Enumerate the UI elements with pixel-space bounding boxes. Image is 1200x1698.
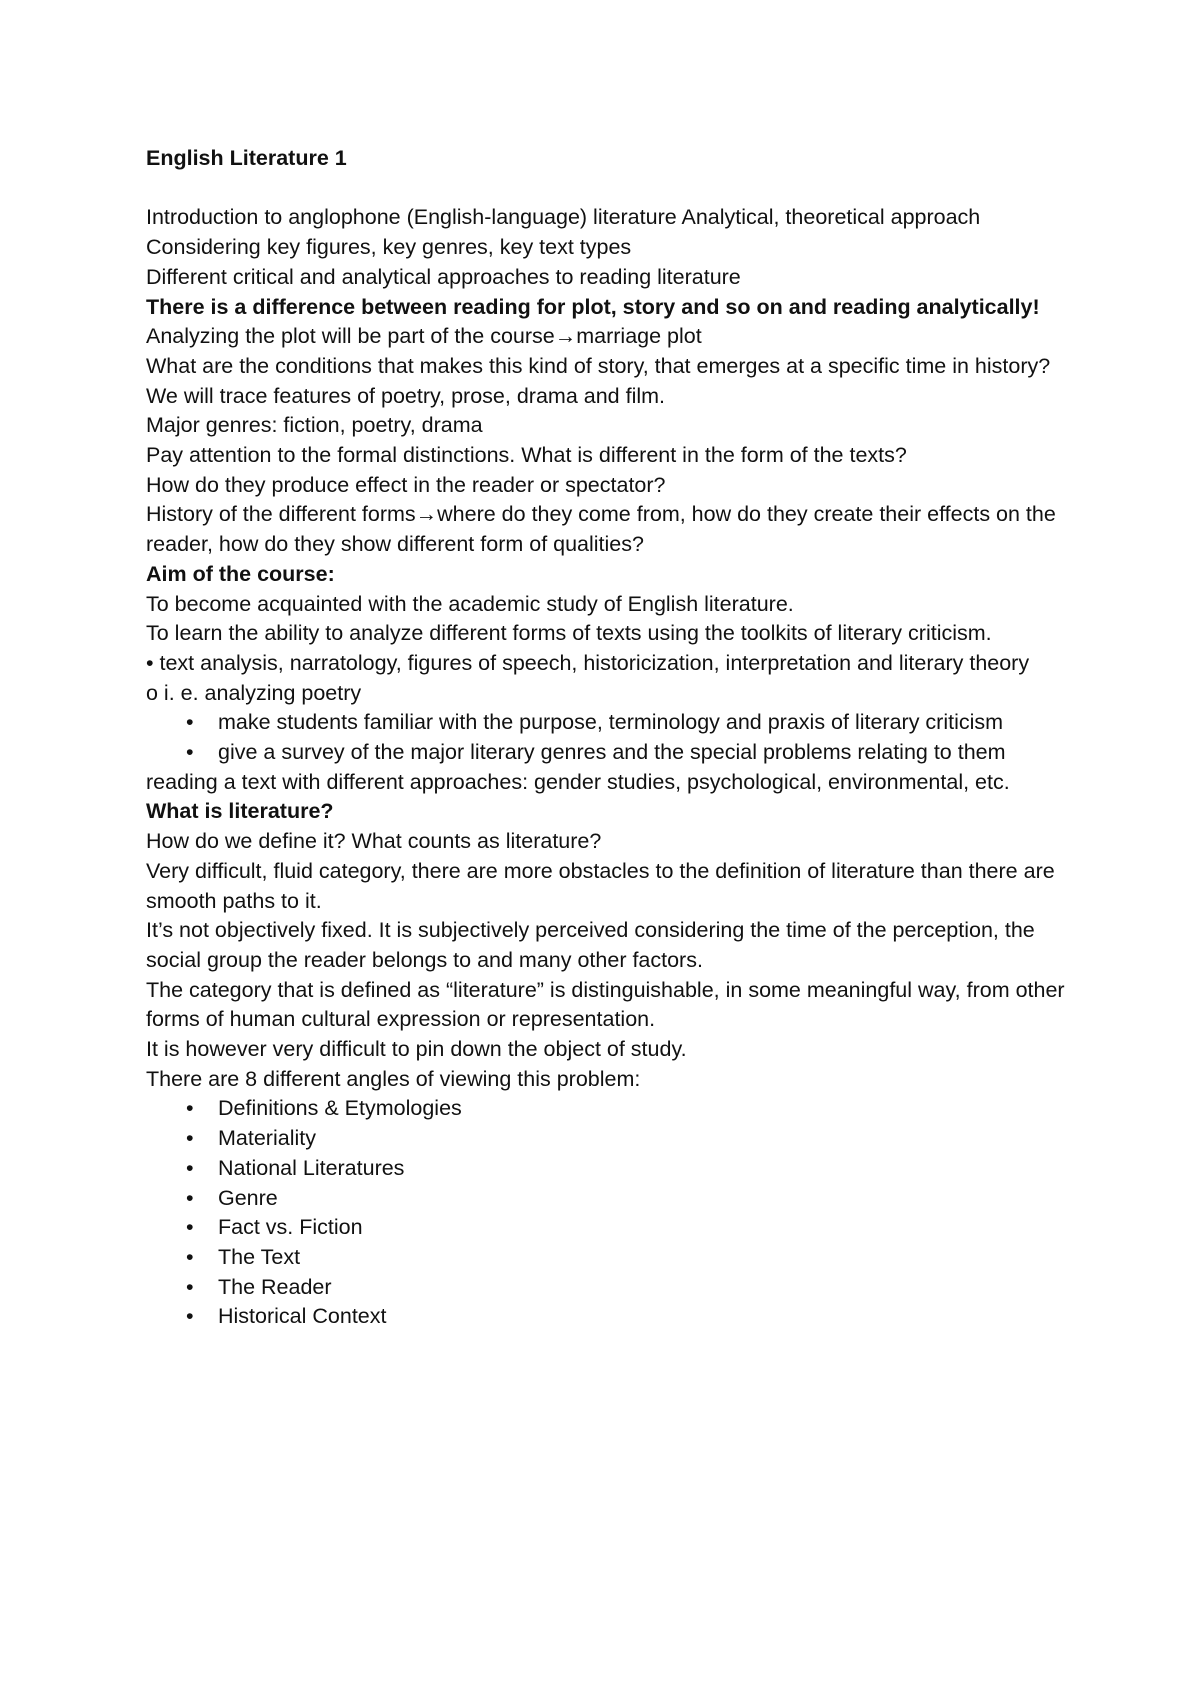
document-body [146, 144, 1086, 1332]
angle-text: The Text [218, 1245, 301, 1269]
angle-list-item [146, 1273, 1086, 1303]
aim-bullet-text: make students familiar with the purpose, terminology and praxis of literary criticism [218, 710, 1004, 735]
bullet-icon: • [186, 740, 194, 765]
angle-list-item [146, 1243, 1086, 1273]
bullet-icon: • [186, 710, 194, 735]
plot-line: Major genres: fiction, poetry, drama [146, 413, 483, 438]
document-title: English Literature 1 [146, 146, 347, 170]
aim-line: o i. e. analyzing poetry [146, 680, 362, 705]
bullet-icon: • [186, 1304, 194, 1329]
bullet-icon: • [186, 1215, 194, 1240]
angle-text: Genre [218, 1185, 278, 1210]
literature-line: Very difficult, fluid category, there are more obstacles to the definition of literature than there are smooth paths to it. [146, 858, 1055, 913]
literature-line: The category that is defined as “literature” is distinguishable, in some meaningful way, from other forms of human cultural expression or representation. [146, 977, 1065, 1032]
angle-list-item [146, 1302, 1086, 1332]
angle-text: Materiality [218, 1126, 316, 1151]
literature-line: It is however very difficult to pin down the object of study. [146, 1037, 687, 1062]
plot-line: History of the different forms→where do they come from, how do they create their effects on the reader, how do they show different form of qualities? [146, 502, 1056, 557]
emphasis-statement: There is a difference between reading for plot, story and so on and reading analytically! [146, 294, 1040, 319]
angle-list-item [146, 1124, 1086, 1154]
angle-text: The Reader [218, 1274, 332, 1299]
bullet-icon: • [186, 1096, 194, 1121]
literature-heading: What is literature? [146, 799, 334, 824]
plot-line: What are the conditions that makes this kind of story, that emerges at a specific time in history? [146, 353, 1051, 378]
angle-text: Definitions & Etymologies [218, 1096, 462, 1121]
bullet-icon: • [186, 1155, 194, 1180]
aim-bullet-item [146, 708, 1086, 738]
plot-line: Analyzing the plot will be part of the course→marriage plot [146, 324, 702, 349]
plot-line: How do they produce effect in the reader or spectator? [146, 472, 666, 497]
intro-line: Introduction to anglophone (English-language) literature Analytical, theoretical approach [146, 205, 981, 230]
aim-after-line: reading a text with different approaches: gender studies, psychological, environmental, etc. [146, 769, 1010, 794]
bullet-icon: • [186, 1245, 194, 1269]
angle-list-item [146, 1213, 1086, 1243]
aim-bullet-item [146, 738, 1086, 768]
literature-line: It’s not objectively fixed. It is subjectively perceived considering the time of the perception, the social group the reader belongs to and many other factors. [146, 918, 1035, 972]
bullet-icon: • [186, 1185, 194, 1210]
bullet-icon: • [186, 1274, 194, 1299]
plot-line: We will trace features of poetry, prose, drama and film. [146, 383, 666, 408]
aim-bullet-text: give a survey of the major literary genres and the special problems relating to them [218, 740, 1006, 765]
aim-line: To learn the ability to analyze different forms of texts using the toolkits of literary criticism. [146, 621, 992, 646]
bullet-icon: • [186, 1126, 194, 1151]
intro-line: Considering key figures, key genres, key text types [146, 235, 632, 260]
angle-list-item [146, 1094, 1086, 1124]
angle-text: National Literatures [218, 1155, 405, 1180]
literature-line: How do we define it? What counts as literature? [146, 829, 602, 854]
literature-line: There are 8 different angles of viewing this problem: [146, 1066, 641, 1091]
aim-heading: Aim of the course: [146, 561, 335, 586]
aim-line: • text analysis, narratology, figures of speech, historicization, interpretation and literary theory [146, 650, 1030, 675]
angle-text: Historical Context [218, 1304, 387, 1329]
aim-line: To become acquainted with the academic study of English literature. [146, 591, 794, 616]
plot-line: Pay attention to the formal distinctions. What is different in the form of the texts? [146, 443, 907, 468]
intro-line: Different critical and analytical approaches to reading literature [146, 264, 741, 289]
angle-list-item [146, 1154, 1086, 1184]
angle-list-item [146, 1184, 1086, 1214]
angle-text: Fact vs. Fiction [218, 1215, 363, 1240]
